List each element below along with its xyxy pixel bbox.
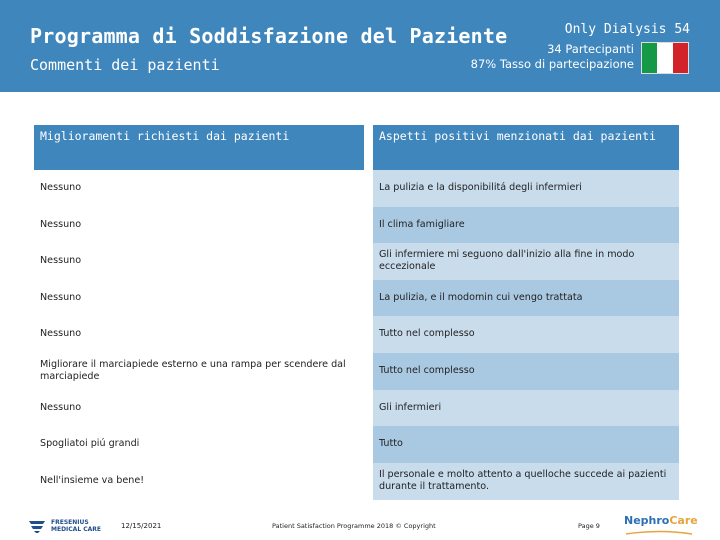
fresenius-logo-icon	[28, 518, 46, 534]
table-row	[34, 353, 679, 390]
flag-stripe	[673, 43, 688, 73]
column-header-positives: Aspetti positivi menzionati dai pazienti	[373, 125, 679, 170]
table-row	[34, 390, 679, 427]
column-header-improvements: Miglioramenti richiesti dai pazienti	[34, 125, 364, 170]
header-banner	[0, 0, 720, 92]
participation-rate: 87% Tasso di partecipazione	[470, 57, 634, 71]
improvement-cell: Spogliatoi piú grandi	[34, 426, 364, 463]
participants-count: 34 Partecipanti	[547, 42, 634, 56]
clinic-name: Only Dialysis 54	[564, 22, 690, 37]
table-row	[34, 280, 679, 317]
nephrocare-logo-part: Care	[669, 514, 698, 527]
positive-cell: Gli infermiere mi seguono dall'inizio alla fine in modo eccezionale	[373, 243, 679, 280]
table-row	[34, 316, 679, 353]
flag-stripe	[642, 43, 657, 73]
page-title: Programma di Soddisfazione del Paziente	[30, 24, 508, 48]
improvement-cell: Migliorare il marciapiede esterno e una rampa per scendere dal marciapiede	[34, 353, 364, 390]
positive-cell: Il personale e molto attento a quelloche succede ai pazienti durante il trattamento.	[373, 463, 679, 500]
footer	[0, 508, 720, 540]
positive-cell: La pulizia, e il modomin cui vengo trattata	[373, 280, 679, 317]
improvement-cell: Nell'insieme va bene!	[34, 463, 364, 500]
fresenius-logo	[28, 518, 102, 534]
flag-stripe	[657, 43, 672, 73]
italy-flag-icon	[641, 42, 689, 74]
footer-date: 12/15/2021	[121, 522, 162, 530]
improvement-cell: Nessuno	[34, 243, 364, 280]
improvement-cell: Nessuno	[34, 170, 364, 207]
page-number: Page 9	[578, 522, 600, 530]
positive-cell: Tutto	[373, 426, 679, 463]
improvement-cell: Nessuno	[34, 390, 364, 427]
table-row	[34, 170, 679, 207]
improvement-cell: Nessuno	[34, 280, 364, 317]
table-row	[34, 426, 679, 463]
positive-cell: Tutto nel complesso	[373, 316, 679, 353]
footer-copyright: Patient Satisfaction Programme 2018 © Copyright	[272, 522, 436, 530]
table-row	[34, 207, 679, 244]
nephrocare-swoosh-icon	[624, 530, 694, 536]
improvement-cell: Nessuno	[34, 207, 364, 244]
table-row	[34, 243, 679, 280]
fresenius-logo-text: FRESENIUS MEDICAL CARE	[51, 519, 102, 533]
positive-cell: Il clima famigliare	[373, 207, 679, 244]
table-header-row	[34, 125, 679, 170]
page-subtitle: Commenti dei pazienti	[30, 56, 220, 74]
comments-table	[34, 125, 679, 500]
positive-cell: La pulizia e la disponibilitá degli infermieri	[373, 170, 679, 207]
nephrocare-logo	[624, 514, 698, 527]
nephrocare-logo-part: Nephro	[624, 514, 670, 527]
positive-cell: Gli infermieri	[373, 390, 679, 427]
positive-cell: Tutto nel complesso	[373, 353, 679, 390]
improvement-cell: Nessuno	[34, 316, 364, 353]
table-row	[34, 463, 679, 500]
